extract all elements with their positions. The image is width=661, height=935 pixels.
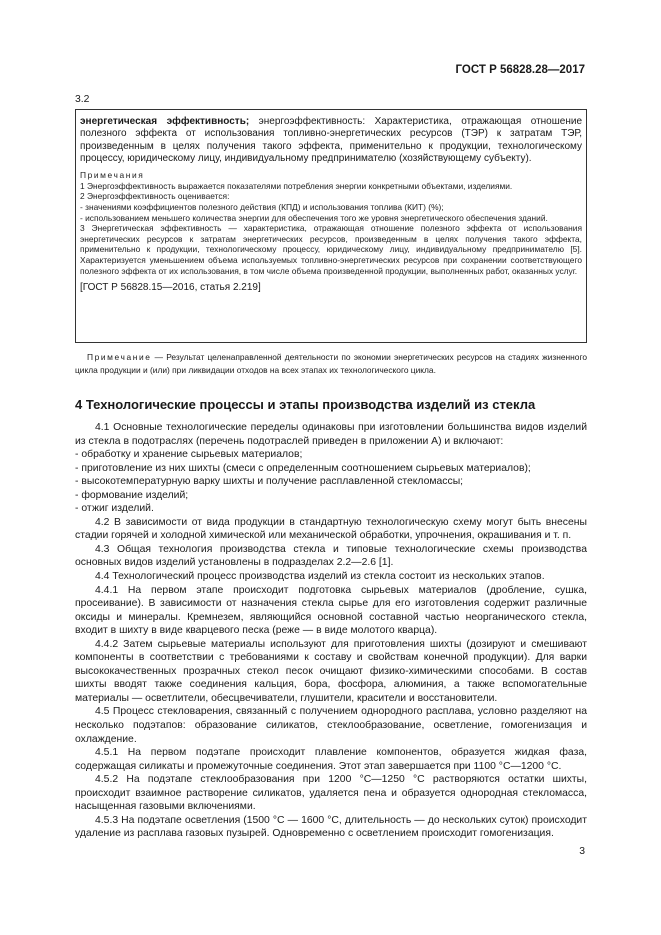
paragraph: 4.5 Процесс стекловарения, связанный с получением однородного расплава, условно разделяют на несколько подэтапов: образование силикатов, стеклообразование, осветление, гомогенизация и охлаждение. — [75, 706, 587, 745]
definition-body: энергоэффективность: Характеристика, отражающая отношение полезного эффекта от использования топливно-энергетических ресурсов (ТЭР) к затратам ТЭР, произведенным в целях получения такого эффекта, применительно к продукции, технологическому процессу, юридическому лицу, индивидуальному предпринимателю (хозяйствующему субъекту). — [80, 116, 583, 164]
list-item: - приготовление из них шихты (смеси с определенным соотношением сырьевых материалов); — [75, 462, 531, 474]
paragraph: 4.5.3 На подэтапе осветления (1500 °С — 1600 °С, длительность — до нескольких суток) происходит удаление из расплава газовых пузырей. Одновременно с осветлением происходит гомогенизация. — [75, 814, 587, 840]
notes-title: Примечания — [80, 170, 145, 181]
paragraph: 4.4.1 На первом этапе происходит подготовка сырьевых материалов (дробление, сушка, просеивание). В зависимости от назначения стекла сырье для его изготовления содержит различные оксиды и минералы. Кремнезем, являющийся основной составной частью неорганического стекла, входит в шихту в виде кварцевого песка (реже — в виде молотого кварца). — [75, 584, 587, 637]
definition-notes — [80, 170, 582, 276]
note-item: 1 Энергоэффективность выражается показателями потребления энергии конкретными объектами, изделиями. — [80, 180, 513, 191]
bottom-note-label: Примечание — [87, 352, 152, 362]
list-item: - формование изделий; — [75, 489, 189, 501]
paragraph: 4.5.1 На первом подэтапе происходит плавление компонентов, образуется жидкая фаза, содержащая силикаты и промежуточные соединения. Этот этап завершается при 1100 °С—1200 °С. — [75, 747, 587, 772]
section-title: 4 Технологические процессы и этапы производства изделий из стекла — [75, 397, 536, 412]
note-item: - значениями коэффициентов полезного действия (КПД) и использования топлива (КИТ) (%); — [80, 201, 444, 212]
definition-box — [75, 109, 587, 343]
note-item: 3 Энергетическая эффективность — характеристика, отражающая отношение полезного эффекта от использования энергетических ресурсов к затратам энергетических ресурсов, произведенным в целях получения такого эффекта, применительно к продукции, технологическому процессу, юридическому лицу, индивидуальному предпринимателю [5]. Характеризуется уменьшением объема используемых топливно-энергетических ресурсов при сохранении соответствующего полезного эффекта от их использования, в том числе объема произведенной продукции, выполненных работ, оказанных услуг. — [80, 223, 582, 276]
definition-text — [80, 116, 582, 165]
definition-term: энергетическая эффективность; — [80, 116, 250, 127]
section-body — [75, 421, 587, 841]
list-item: - высокотемпературную варку шихты и получение расплавленной стекломассы; — [75, 476, 464, 488]
standard-header: ГОСТ Р 56828.28—2017 — [455, 64, 585, 76]
list-item: - обработку и хранение сырьевых материалов; — [75, 449, 303, 461]
definition-reference: [ГОСТ Р 56828.15—2016, статья 2.219] — [80, 282, 261, 294]
paragraph: 4.4.2 Затем сырьевые материалы используют для приготовления шихты (дозируют и смешивают компоненты в соответствии с требованиями к составу и свойствам конечной продукции). Для варки высококачественных прозрачных стекол песок очищают физико-химическими способами. В состав шихты вводят также соединения кальция, бора, фосфора, алюминия, а также вспомогательные материалы — осветлители, обесцвечиватели, глушители, красители и восстановители. — [75, 638, 587, 704]
bottom-note — [75, 351, 587, 376]
paragraph: 4.2 В зависимости от вида продукции в стандартную технологическую схему могут быть внесены стадии горячей и холодной химической или механической обработки, упрочнения, окрашивания и т. п. — [75, 516, 587, 542]
note-item: - использованием меньшего количества энергии для обеспечения того же уровня энергетического обеспечения зданий. — [80, 212, 548, 223]
paragraph: 4.1 Основные технологические переделы одинаковы при изготовлении большинства видов изделий из стекла в подотраслях (перечень подотраслей приведен в приложении А) и включают: — [75, 422, 587, 447]
note-item: 2 Энергоэффективность оценивается: — [80, 191, 230, 202]
bottom-note-text: — Результат целенаправленной деятельности по экономии энергетических ресурсов на стадиях жизненного цикла продукции и (или) при ликвидации отходов на всех этапах их технологического цикла. — [75, 352, 587, 375]
paragraph: 4.5.2 На подэтапе стеклообразования при 1200 °С—1250 °С растворяются остатки шихты, происходит взаимное растворение силикатов, удаляется пена и образуется однородная стекломасса, насыщенная газовыми включениями. — [75, 774, 587, 813]
definition-number: 3.2 — [75, 94, 90, 105]
list-item: - отжиг изделий. — [75, 503, 154, 515]
page-number: 3 — [579, 846, 585, 857]
paragraph: 4.3 Общая технология производства стекла и типовые технологические схемы производства основных видов изделий установлены в подразделах 2.2—2.6 [1]. — [75, 543, 587, 569]
paragraph: 4.4 Технологический процесс производства изделий из стекла состоит из нескольких этапов. — [95, 571, 545, 583]
